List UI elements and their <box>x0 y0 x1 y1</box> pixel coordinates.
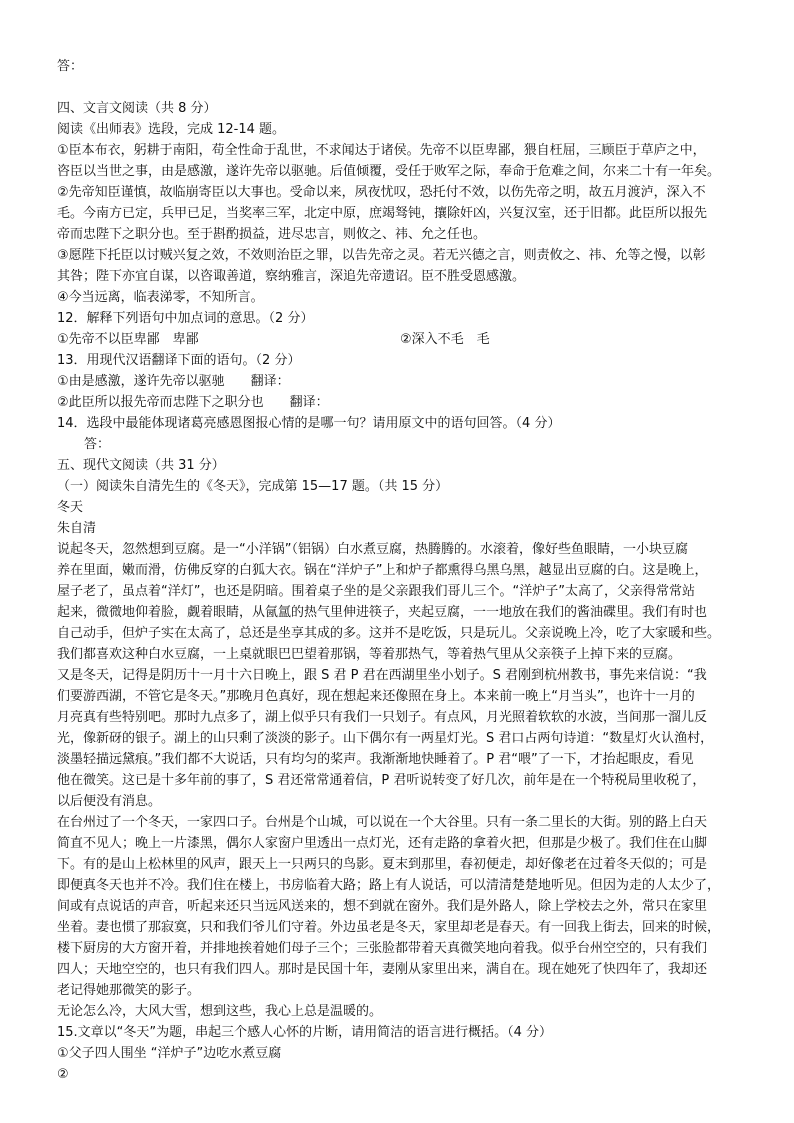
classical-text-line: 其咎；陛下亦宜自谋，以咨诹善道，察纳雅言，深追先帝遗诏。臣不胜受恩感激。 <box>57 269 526 284</box>
classical-text-line: 咨臣以当世之事，由是感激，遂许先帝以驱驰。后值倾覆，受任于败军之际，奉命于危难之间，尔来二十有一年矣。 <box>57 164 721 179</box>
essay-line: 无论怎么冷，大风大雪，想到这些，我心上总是温暖的。 <box>57 1004 383 1019</box>
question-14: 14．选段中最能体现诸葛亮感恩图报心情的是哪一句？请用原文中的语句回答。（4 分） <box>57 416 561 431</box>
classical-text-line: ④今当远离，临表涕零，不知所言。 <box>57 290 264 305</box>
question-15-item-b: ② <box>57 1067 69 1082</box>
essay-line: 起来，微微地仰着脸，觑着眼睛，从氤氲的热气里伸进筷子，夹起豆腐，一一地放在我们的酱油碟里。我们有时也 <box>57 605 708 620</box>
essay-line: 在台州过了一个冬天，一家四口子。台州是个山城，可以说在一个大谷里。只有一条二里长的大街。别的路上白天 <box>57 815 708 830</box>
question-12-item-b: ②深入不毛 毛 <box>400 332 490 347</box>
section4-heading: 四、文言文阅读（共 8 分） <box>57 101 217 116</box>
classical-text-line: ③愿陛下托臣以讨贼兴复之效，不效则治臣之罪，以告先帝之灵。若无兴德之言，则责攸之、祎、允等之慢，以彰 <box>57 248 706 263</box>
answer-label: 答： <box>57 59 84 74</box>
essay-line: 楼下厨房的大方窗开着，并排地挨着她们母子三个；三张脸都带着天真微笑地向着我。似乎台州空空的，只有我们 <box>57 941 708 956</box>
essay-line: 坐着。妻也惯了那寂寞，只和我们爷儿们守着。外边虽老是冬天，家里却老是春天。有一回我上街去，回来的时候， <box>57 920 721 935</box>
essay-line: 间或有点说话的声音，听起来还只当远风送来的，想不到就在窗外。我们是外路人，除上学校去之外，常只在家里 <box>57 899 708 914</box>
essay-line: 简直不见人；晚上一片漆黑，偶尔人家窗户里透出一点灯光，还有走路的拿着火把，但那是少极了。我们住在山脚 <box>57 836 708 851</box>
essay-line: 们要游西湖，不管它是冬天。”那晚月色真好，现在想起来还像照在身上。本来前一晚上“月当头”，也许十一月的 <box>57 689 695 704</box>
essay-line: 自己动手，但炉子实在太高了，总还是坐享其成的多。这并不是吃饭，只是玩儿。父亲说晚上冷，吃了大家暖和些。 <box>57 626 721 641</box>
essay-line: 养在里面，嫩而滑，仿佛反穿的白狐大衣。锅在“洋炉子”上和炉子都熏得乌黑乌黑，越显出豆腐的白。这是晚上， <box>57 563 708 578</box>
essay-line: 下。有的是山上松林里的风声，跟天上一只两只的鸟影。夏末到那里，春初便走，却好像老在过着冬天似的；可是 <box>57 857 708 872</box>
essay-line: 屋子老了，虽点着“洋灯”，也还是阴暗。围着桌子坐的是父亲跟我们哥儿三个。“洋炉子”太高了，父亲得常常站 <box>57 584 695 599</box>
essay-line: 老记得她那微笑的影子。 <box>57 983 201 998</box>
question-13-item-a: ①由是感激，遂许先帝以驱驰 翻译： <box>57 374 290 389</box>
question-13: 13．用现代汉语翻译下面的语句。（2 分） <box>57 353 301 368</box>
essay-line: 光，像新砑的银子。湖上的山只剩了淡淡的影子。山下偶尔有一两星灯光。S 君口占两句诗道：“数星灯火认渔村， <box>57 731 714 746</box>
essay-line: 又是冬天，记得是阴历十一月十六日晚上，跟 S 君 P 君在西湖里坐小划子。S 君刚到杭州教书，事先来信说：“我 <box>57 668 707 683</box>
essay-line: 淡墨轻描远黛痕。”我们都不大说话，只有均匀的桨声。我渐渐地快睡着了。P 君“喂”了一下，才抬起眼皮，看见 <box>57 752 694 767</box>
question-13-item-b: ②此臣所以报先帝而忠陛下之职分也 翻译： <box>57 395 329 410</box>
question-14-answer: 答： <box>84 437 111 452</box>
essay-title: 冬天 <box>57 500 84 515</box>
question-12: 12．解释下列语句中加点词的意思。（2 分） <box>57 311 314 326</box>
section5-heading: 五、现代文阅读（共 31 分） <box>57 458 225 473</box>
question-15-item-a: ①父子四人围坐 “洋炉子”边吃水煮豆腐 <box>57 1046 282 1061</box>
essay-line: 以后便没有消息。 <box>57 794 162 809</box>
section4-intro: 阅读《出师表》选段，完成 12-14 题。 <box>57 122 286 137</box>
section5-sub1: （一）阅读朱自清先生的《冬天》，完成第 15—17 题。（共 15 分） <box>57 479 449 494</box>
essay-line: 即便真冬天也并不冷。我们住在楼上，书房临着大路；路上有人说话，可以清清楚楚地听见。但因为走的人太少了， <box>57 878 721 893</box>
essay-line: 四人；天地空空的，也只有我们四人。那时是民国十年，妻刚从家里出来，满自在。现在她死了快四年了，我却还 <box>57 962 708 977</box>
classical-text-line: 毛。今南方已定，兵甲已足，当奖率三军，北定中原，庶竭驽钝，攘除奸凶，兴复汉室，还于旧都。此臣所以报先 <box>57 206 708 221</box>
classical-text-line: ①臣本布衣，躬耕于南阳，苟全性命于乱世，不求闻达于诸侯。先帝不以臣卑鄙，猥自枉屈，三顾臣于草庐之中， <box>57 143 706 158</box>
essay-line: 我们都喜欢这种白水豆腐，一上桌就眼巴巴望着那锅，等着那热气，等着热气里从父亲筷子上掉下来的豆腐。 <box>57 647 682 662</box>
essay-line: 他在微笑。这已是十多年前的事了，S 君还常常通着信，P 君听说转变了好几次，前年是在一个特税局里收税了， <box>57 773 706 788</box>
question-15: 15.文章以“冬天”为题，串起三个感人心怀的片断，请用简洁的语言进行概括。（4 分） <box>57 1025 553 1040</box>
essay-line: 说起冬天，忽然想到豆腐。是一“小洋锅”（铝锅）白水煮豆腐，热腾腾的。水滚着，像好些鱼眼睛，一小块豆腐 <box>57 542 688 557</box>
question-12-item-a: ①先帝不以臣卑鄙 卑鄙 <box>57 332 199 347</box>
classical-text-line: ②先帝知臣谨慎，故临崩寄臣以大事也。受命以来，夙夜忧叹，恐托付不效，以伤先帝之明，故五月渡泸，深入不 <box>57 185 706 200</box>
classical-text-line: 帝而忠陛下之职分也。至于斟酌损益，进尽忠言，则攸之、祎、允之任也。 <box>57 227 487 242</box>
essay-line: 月亮真有些特别吧。那时九点多了，湖上似乎只有我们一只划子。有点风，月光照着软软的水波，当间那一溜儿反 <box>57 710 708 725</box>
essay-author: 朱自清 <box>57 521 97 536</box>
